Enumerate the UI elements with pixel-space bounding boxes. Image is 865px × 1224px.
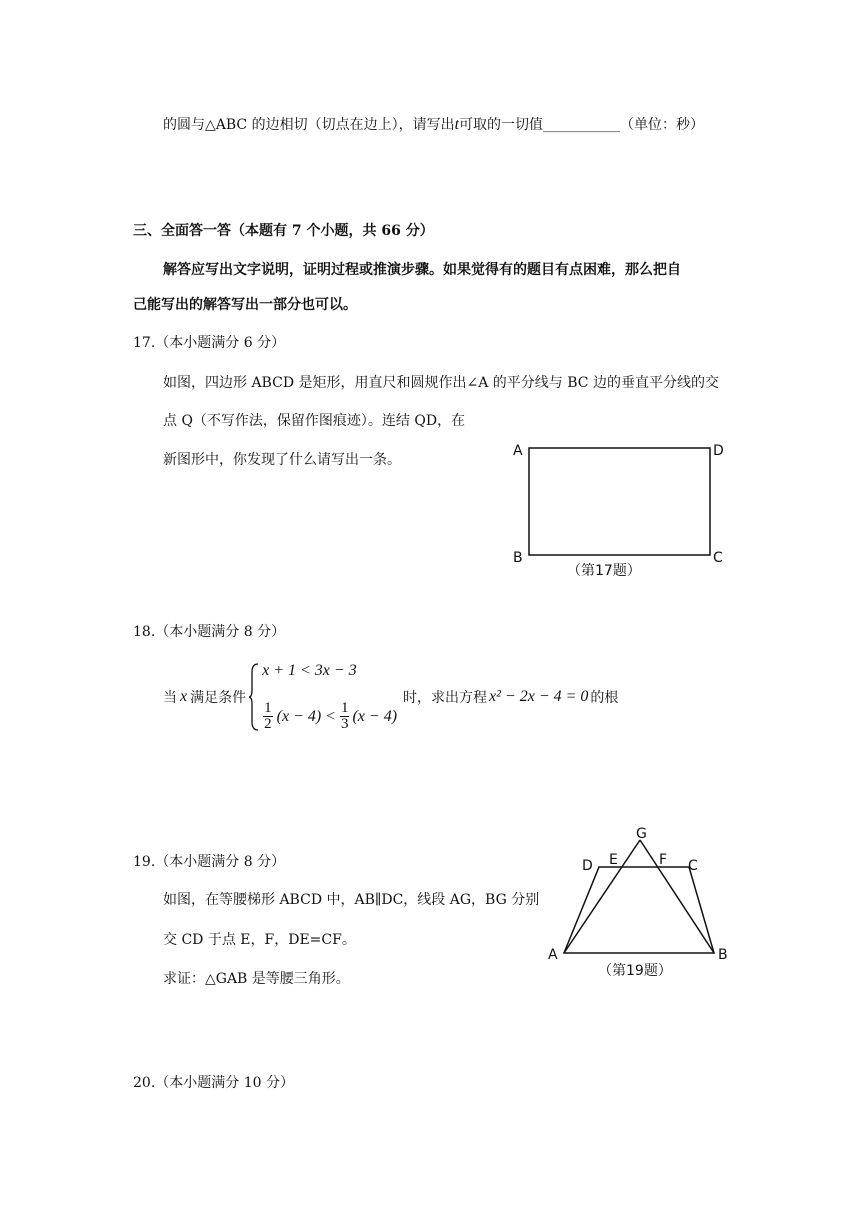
vertex-label-d: D (582, 858, 593, 874)
inequality-1: x + 1 < 3x − 3 (262, 662, 357, 679)
trapezoid-abcd (564, 867, 714, 953)
vertex-label-c: C (713, 550, 723, 566)
q18-middle-text: 时，求出方程 (403, 690, 488, 706)
figure-caption: （第19题） (598, 963, 672, 979)
inequality-system (262, 661, 397, 733)
q18-prefix: 当 (163, 690, 177, 706)
q17-rectangle-figure (505, 435, 735, 585)
inequality-2 (262, 701, 397, 734)
segment-ag (564, 840, 640, 953)
vertex-label-a: A (548, 947, 558, 963)
rectangle-abcd (529, 448, 710, 555)
variable-t: t (454, 116, 460, 133)
left-brace-icon (248, 662, 260, 732)
q18-problem (163, 658, 618, 736)
vertex-label-g: G (636, 826, 647, 842)
quadratic-equation: x² − 2x − 4 = 0 (489, 688, 589, 705)
q17-text-line2: 点 Q（不写作法，保留作图痕迹）。连结 QD，在 (163, 413, 466, 429)
point-label-f: F (659, 852, 668, 868)
vertex-label-b: B (513, 550, 523, 566)
q17-text-line1: 如图，四边形 ABCD 是矩形，用直尺和圆规作出∠A 的平分线与 BC 边的垂直平分线的交 (163, 375, 719, 391)
answer-blank: ___________ (543, 117, 621, 133)
fraction-numerator: 1 (340, 699, 349, 716)
continuation-line (163, 117, 704, 133)
q18-condition-label: 满足条件 (190, 690, 247, 706)
q17-text-line3: 新图形中，你发现了什么请写出一条。 (163, 452, 401, 468)
q18-suffix: 的根 (590, 690, 619, 706)
section-instruction-line2: 己能写出的解答写出一部分也可以。 (133, 297, 357, 313)
point-label-e: E (609, 852, 618, 868)
unit-text: （单位：秒） (620, 117, 705, 133)
fraction-numerator: 1 (264, 699, 272, 716)
fraction-denominator: 2 (264, 716, 272, 733)
inequality-2-end: (x − 4) (352, 707, 398, 725)
q20-header: 20.（本小题满分 10 分） (133, 1075, 294, 1091)
section-heading: 三、全面答一答（本题有 7 个小题，共 66 分） (133, 223, 434, 239)
continuation-text-2: 可取的一切值 (459, 117, 544, 133)
fraction-third (340, 701, 350, 734)
q19-text-line2: 交 CD 于点 E，F，DE=CF。 (163, 932, 356, 948)
q19-text-line1: 如图，在等腰梯形 ABCD 中，AB∥DC，线段 AG，BG 分别 (163, 892, 540, 908)
variable-x: x (180, 688, 188, 705)
q18-header: 18.（本小题满分 8 分） (133, 624, 286, 640)
q19-header: 19.（本小题满分 8 分） (133, 854, 286, 870)
vertex-label-b: B (718, 947, 728, 963)
q19-trapezoid-figure (540, 820, 740, 985)
continuation-text: 的圆与△ABC 的边相切（切点在边上），请写出 (163, 117, 455, 133)
vertex-label-d: D (713, 443, 724, 459)
fraction-half (263, 701, 273, 734)
q17-header: 17.（本小题满分 6 分） (133, 335, 286, 351)
vertex-label-a: A (513, 443, 523, 459)
inequality-2-middle: (x − 4) < (276, 707, 336, 725)
figure-caption: （第17题） (567, 563, 641, 579)
fraction-denominator: 3 (340, 716, 349, 733)
vertex-label-c: C (688, 858, 698, 874)
section-instruction-line1: 解答应写出文字说明，证明过程或推演步骤。如果觉得有的题目有点困难，那么把自 (163, 262, 681, 278)
q19-text-line3: 求证：△GAB 是等腰三角形。 (163, 971, 350, 987)
segment-bg (640, 840, 714, 953)
